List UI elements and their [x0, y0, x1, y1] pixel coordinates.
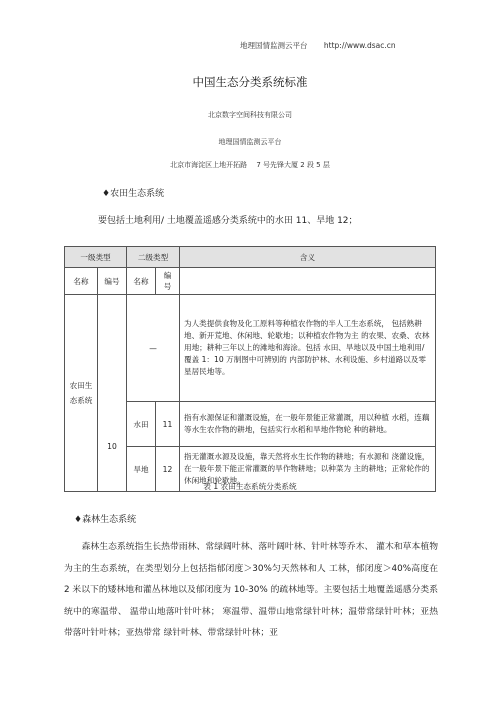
- subheader-name1: 名称: [65, 268, 98, 295]
- org-name-1: 北京数字空间科技有限公司: [208, 111, 292, 119]
- section-heading-farmland: ♦农田生态系统: [102, 189, 165, 199]
- doc-title: 中国生态分类系统标准: [192, 75, 308, 89]
- row-desc: 指无灌溉水源及设施，靠天然将水生长作物的耕地；有水源和 浇灌设施，在一般年景下能正常灌溉的旱作物耕地；以种菜为 主的耕地；正常轮作的休闲地和轮歇地。: [180, 447, 436, 492]
- row-name: 水田: [127, 402, 156, 447]
- address: 北京市海淀区上地开拓路 7 号先锋大厦 2 段 5 层: [170, 161, 330, 169]
- subheader-code1: 编号: [98, 268, 127, 295]
- row-desc: 指有水源保证和灌溉设施，在一般年景能正常灌溉，用以种植 水稻，连藕等水生农作物的耕地，包括实行水稻和旱地作物轮 种的耕地。: [180, 402, 436, 447]
- category-code: 10: [98, 402, 127, 492]
- row-desc: 为人类提供食物及化工原料等种植农作物的半人工生态系统， 包括熟耕地、新开荒地、休闲地、轮歇地；以种植农作物为主 的农果、农桑、农林用地；耕种三年以上的滩地和海涂。包括 水田、旱地以及中国土地利用/覆盖 1：10 万制图中可辨别的 内部防护林、水利设施、乡村道路以及零星居民地等。: [180, 295, 436, 402]
- row-code: 12: [156, 447, 180, 492]
- header-level2: 二级类型: [127, 247, 180, 268]
- subheader-code2: 编号: [156, 268, 180, 295]
- table-caption: 表 1 农田生态系统分类系统: [203, 482, 297, 491]
- section-heading-forest: ♦森林生态系统: [74, 515, 137, 525]
- header-meaning: 含义: [180, 247, 436, 268]
- org-name-2: 地理国情监测云平台: [218, 138, 282, 146]
- header-site: 地理国情监测云平台: [240, 41, 308, 50]
- row-name: 旱地: [127, 447, 156, 492]
- classification-table: [64, 246, 436, 492]
- table-subheader-row: [65, 268, 436, 295]
- category-name: 农田生态系统: [65, 295, 98, 492]
- section-intro: 要包括土地利用/ 土地覆盖遥感分类系统中的水田 11、旱地 12；: [98, 216, 358, 226]
- table-header-row: [65, 247, 436, 268]
- section-body-forest: 森林生态系统指生长热带雨林、常绿阔叶林、落叶阔叶林、针叶林等乔木、 灌木和草本植物为主的生态系统，在类型划分上包括指郁闭度＞30%匀天然林和人 工林，郁闭度＞40%高度在 2 米以下的矮林地和灌丛林地以及郁闭度为 10-30% 的疏林地等。主要包括土地覆盖遥感分类系统中的寒温带、 温带山地落叶针叶林； 寒温带、温带山地常绿针叶林；温带常绿针叶林；亚热带落叶针叶林；亚热带常 绿针叶林、带常绿针叶林；亚: [64, 542, 438, 638]
- row-name: —: [127, 295, 180, 402]
- table-row: [65, 402, 436, 447]
- table-row: [65, 295, 436, 402]
- header-level1: 一级类型: [65, 247, 127, 268]
- header-url[interactable]: http://www.dsac.cn: [323, 41, 396, 50]
- row-code: 11: [156, 402, 180, 447]
- page-header: [240, 40, 410, 51]
- subheader-name2: 名称: [127, 268, 156, 295]
